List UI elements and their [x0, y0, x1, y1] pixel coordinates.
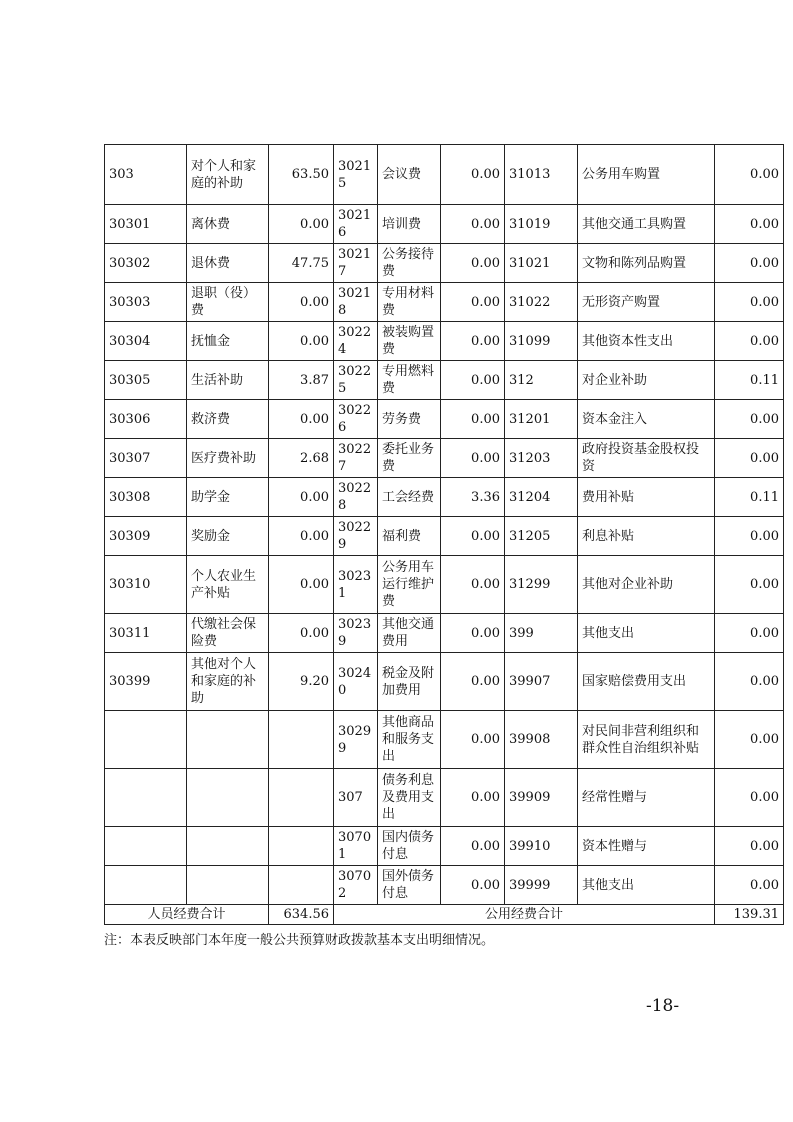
amount-goods: 0.00 [441, 556, 505, 614]
economic-code-personnel: 30308 [105, 478, 187, 517]
amount-personnel [269, 711, 334, 769]
economic-code-goods: 30225 [334, 361, 378, 400]
amount-capital: 0.00 [715, 205, 784, 244]
economic-code-personnel: 30306 [105, 400, 187, 439]
economic-code-personnel: 30302 [105, 244, 187, 283]
item-name-capital: 公务用车购置 [578, 145, 715, 205]
economic-code-goods: 30218 [334, 283, 378, 322]
amount-goods: 0.00 [441, 322, 505, 361]
economic-code-capital: 31022 [505, 283, 578, 322]
economic-code-goods: 30227 [334, 439, 378, 478]
item-name-personnel: 救济费 [187, 400, 269, 439]
amount-personnel: 2.68 [269, 439, 334, 478]
economic-code-capital: 39909 [505, 769, 578, 827]
amount-goods: 0.00 [441, 145, 505, 205]
item-name-capital: 政府投资基金股权投资 [578, 439, 715, 478]
amount-personnel: 0.00 [269, 478, 334, 517]
economic-code-personnel: 30305 [105, 361, 187, 400]
amount-capital: 0.00 [715, 439, 784, 478]
amount-capital: 0.00 [715, 556, 784, 614]
item-name-personnel: 个人农业生产补贴 [187, 556, 269, 614]
economic-code-goods: 30239 [334, 614, 378, 653]
table-row [105, 866, 784, 905]
amount-goods: 0.00 [441, 439, 505, 478]
amount-personnel: 0.00 [269, 283, 334, 322]
item-name-capital: 其他交通工具购置 [578, 205, 715, 244]
amount-goods: 0.00 [441, 361, 505, 400]
amount-capital: 0.00 [715, 244, 784, 283]
amount-personnel: 0.00 [269, 517, 334, 556]
item-name-capital: 其他对企业补助 [578, 556, 715, 614]
amount-capital: 0.00 [715, 322, 784, 361]
amount-personnel: 0.00 [269, 205, 334, 244]
item-name-goods: 税金及附加费用 [378, 653, 441, 711]
amount-capital: 0.00 [715, 145, 784, 205]
economic-code-goods: 30701 [334, 827, 378, 866]
amount-personnel: 47.75 [269, 244, 334, 283]
item-name-goods: 福利费 [378, 517, 441, 556]
amount-personnel [269, 827, 334, 866]
item-name-personnel: 其他对个人和家庭的补助 [187, 653, 269, 711]
table-row [105, 653, 784, 711]
economic-code-capital: 31203 [505, 439, 578, 478]
item-name-goods: 国外债务付息 [378, 866, 441, 905]
economic-code-capital: 39907 [505, 653, 578, 711]
item-name-capital: 利息补贴 [578, 517, 715, 556]
amount-capital: 0.11 [715, 361, 784, 400]
economic-code-goods: 30231 [334, 556, 378, 614]
item-name-personnel [187, 769, 269, 827]
amount-personnel: 9.20 [269, 653, 334, 711]
amount-goods: 0.00 [441, 400, 505, 439]
table-row [105, 361, 784, 400]
economic-code-capital: 39910 [505, 827, 578, 866]
personnel-total-label: 人员经费合计 [105, 905, 269, 925]
item-name-personnel [187, 866, 269, 905]
economic-code-goods: 30216 [334, 205, 378, 244]
amount-capital: 0.00 [715, 517, 784, 556]
amount-personnel [269, 866, 334, 905]
item-name-personnel: 助学金 [187, 478, 269, 517]
economic-code-personnel: 30304 [105, 322, 187, 361]
public-total-value: 139.31 [715, 905, 784, 925]
amount-capital: 0.00 [715, 827, 784, 866]
table-row [105, 400, 784, 439]
economic-code-personnel: 30311 [105, 614, 187, 653]
amount-capital: 0.00 [715, 866, 784, 905]
amount-capital: 0.00 [715, 769, 784, 827]
amount-goods: 3.36 [441, 478, 505, 517]
item-name-goods: 其他商品和服务支出 [378, 711, 441, 769]
table-row [105, 614, 784, 653]
economic-code-capital: 31021 [505, 244, 578, 283]
table-row [105, 556, 784, 614]
item-name-personnel: 离休费 [187, 205, 269, 244]
economic-code-personnel [105, 711, 187, 769]
economic-code-capital: 39908 [505, 711, 578, 769]
table-row [105, 711, 784, 769]
item-name-personnel [187, 711, 269, 769]
amount-goods: 0.00 [441, 244, 505, 283]
economic-code-goods: 30299 [334, 711, 378, 769]
economic-code-goods: 30240 [334, 653, 378, 711]
economic-code-personnel: 30310 [105, 556, 187, 614]
economic-code-goods: 30702 [334, 866, 378, 905]
economic-code-personnel [105, 769, 187, 827]
amount-capital: 0.00 [715, 400, 784, 439]
item-name-capital: 其他支出 [578, 866, 715, 905]
amount-personnel: 0.00 [269, 400, 334, 439]
item-name-personnel: 对个人和家庭的补助 [187, 145, 269, 205]
amount-goods: 0.00 [441, 283, 505, 322]
item-name-capital: 资本性赠与 [578, 827, 715, 866]
item-name-goods: 被装购置费 [378, 322, 441, 361]
economic-code-goods: 30215 [334, 145, 378, 205]
item-name-personnel [187, 827, 269, 866]
table-row [105, 517, 784, 556]
item-name-capital: 国家赔偿费用支出 [578, 653, 715, 711]
economic-code-capital: 31299 [505, 556, 578, 614]
amount-personnel: 0.00 [269, 614, 334, 653]
item-name-capital: 文物和陈列品购置 [578, 244, 715, 283]
economic-code-capital: 399 [505, 614, 578, 653]
table-row [105, 769, 784, 827]
economic-code-goods: 30226 [334, 400, 378, 439]
item-name-goods: 其他交通费用 [378, 614, 441, 653]
item-name-personnel: 奖励金 [187, 517, 269, 556]
personnel-total-value: 634.56 [269, 905, 334, 925]
amount-goods: 0.00 [441, 653, 505, 711]
item-name-goods: 工会经费 [378, 478, 441, 517]
table-row [105, 322, 784, 361]
item-name-capital: 对企业补助 [578, 361, 715, 400]
page-number: -18- [646, 996, 680, 1016]
item-name-capital: 无形资产购置 [578, 283, 715, 322]
amount-personnel: 3.87 [269, 361, 334, 400]
economic-code-personnel [105, 827, 187, 866]
totals-row [105, 905, 784, 925]
table-row [105, 283, 784, 322]
economic-code-capital: 312 [505, 361, 578, 400]
economic-code-personnel: 303 [105, 145, 187, 205]
public-total-label: 公用经费合计 [334, 905, 715, 925]
table-row [105, 439, 784, 478]
economic-code-goods: 30217 [334, 244, 378, 283]
economic-code-goods: 30229 [334, 517, 378, 556]
economic-code-goods: 30224 [334, 322, 378, 361]
economic-code-capital: 31013 [505, 145, 578, 205]
economic-code-capital: 31204 [505, 478, 578, 517]
amount-goods: 0.00 [441, 614, 505, 653]
item-name-goods: 会议费 [378, 145, 441, 205]
amount-personnel: 0.00 [269, 322, 334, 361]
item-name-goods: 公务接待费 [378, 244, 441, 283]
item-name-goods: 专用材料费 [378, 283, 441, 322]
economic-code-personnel [105, 866, 187, 905]
amount-goods: 0.00 [441, 827, 505, 866]
table-row [105, 205, 784, 244]
item-name-goods: 国内债务付息 [378, 827, 441, 866]
item-name-personnel: 生活补助 [187, 361, 269, 400]
amount-capital: 0.00 [715, 653, 784, 711]
item-name-goods: 培训费 [378, 205, 441, 244]
item-name-capital: 其他支出 [578, 614, 715, 653]
item-name-capital: 对民间非营利组织和群众性自治组织补贴 [578, 711, 715, 769]
economic-code-personnel: 30399 [105, 653, 187, 711]
amount-capital: 0.00 [715, 711, 784, 769]
table-body [105, 145, 784, 905]
item-name-goods: 专用燃料费 [378, 361, 441, 400]
item-name-capital: 费用补贴 [578, 478, 715, 517]
table-row [105, 244, 784, 283]
expenditure-detail-table [104, 144, 784, 925]
amount-personnel [269, 769, 334, 827]
amount-capital: 0.00 [715, 283, 784, 322]
economic-code-capital: 31099 [505, 322, 578, 361]
item-name-personnel: 代缴社会保险费 [187, 614, 269, 653]
item-name-capital: 其他资本性支出 [578, 322, 715, 361]
economic-code-personnel: 30303 [105, 283, 187, 322]
amount-goods: 0.00 [441, 769, 505, 827]
item-name-capital: 经常性赠与 [578, 769, 715, 827]
item-name-goods: 劳务费 [378, 400, 441, 439]
table-row [105, 827, 784, 866]
amount-personnel: 0.00 [269, 556, 334, 614]
economic-code-capital: 31201 [505, 400, 578, 439]
item-name-personnel: 抚恤金 [187, 322, 269, 361]
amount-capital: 0.11 [715, 478, 784, 517]
economic-code-personnel: 30309 [105, 517, 187, 556]
item-name-personnel: 医疗费补助 [187, 439, 269, 478]
item-name-personnel: 退职（役）费 [187, 283, 269, 322]
table-note: 注：本表反映部门本年度一般公共预算财政拨款基本支出明细情况。 [104, 933, 495, 948]
amount-capital: 0.00 [715, 614, 784, 653]
economic-code-personnel: 30301 [105, 205, 187, 244]
amount-personnel: 63.50 [269, 145, 334, 205]
economic-code-capital: 39999 [505, 866, 578, 905]
item-name-goods: 债务利息及费用支出 [378, 769, 441, 827]
item-name-capital: 资本金注入 [578, 400, 715, 439]
economic-code-goods: 30228 [334, 478, 378, 517]
item-name-personnel: 退休费 [187, 244, 269, 283]
item-name-goods: 公务用车运行维护费 [378, 556, 441, 614]
amount-goods: 0.00 [441, 205, 505, 244]
table-row [105, 145, 784, 205]
table-row [105, 478, 784, 517]
amount-goods: 0.00 [441, 517, 505, 556]
economic-code-goods: 307 [334, 769, 378, 827]
amount-goods: 0.00 [441, 866, 505, 905]
amount-goods: 0.00 [441, 711, 505, 769]
economic-code-capital: 31205 [505, 517, 578, 556]
economic-code-capital: 31019 [505, 205, 578, 244]
economic-code-personnel: 30307 [105, 439, 187, 478]
item-name-goods: 委托业务费 [378, 439, 441, 478]
